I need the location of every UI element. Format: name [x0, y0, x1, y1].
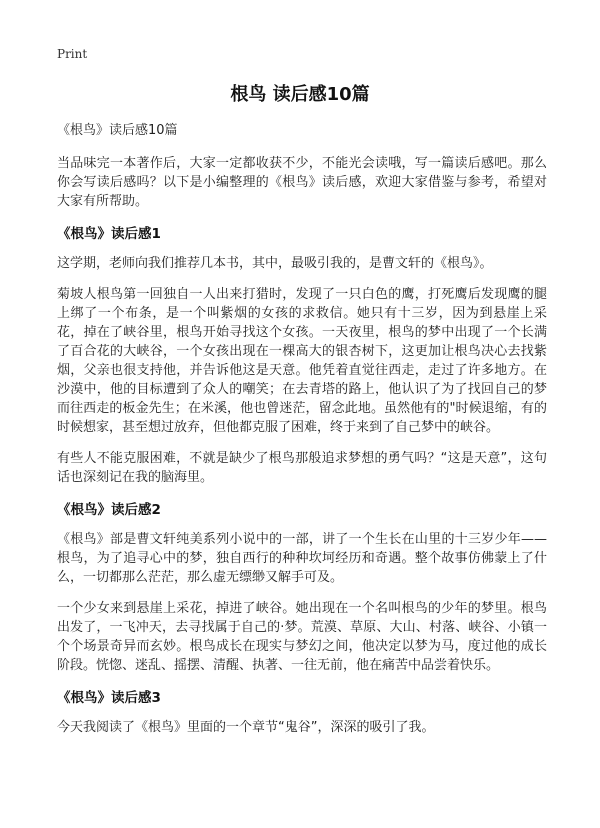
section-1-paragraph-1: 这学期，老师向我们推荐几本书，其中，最吸引我的，是曹文轩的《根鸟》。 — [57, 256, 493, 271]
document-body — [57, 120, 547, 749]
section-1-paragraph-2: 菊坡人根鸟第一回独自一人出来打猎时，发现了一只白色的鹰，打死鹰后发现鹰的腿上绑了一个布条，是一个叫紫烟的女孩的求救信。她只有十三岁，因为到悬崖上采花，掉在了峡谷里，根鸟开始寻找这个女孩。一天夜里，根鸟的梦中出现了一个长满了百合花的大峡谷，一个女孩出现在一棵高大的银杏树下，这更加让根鸟决心去找紫烟，父亲也很支持他，并告诉他这是天意。他凭着直觉往西走，走过了许多地方。在沙漠中，他的目标遭到了众人的嘲笑；在去青塔的路上，他认识了为了找回自己的梦而往西走的板金先生；在米溪，他也曾迷茫，留念此地。虽然他有的"时候退缩，有的时候想家，甚至想过放弃，但他都克服了困难，终于来到了自己梦中的峡谷。 — [57, 287, 547, 435]
document-title: 根鸟 读后感10篇 — [230, 84, 370, 105]
section-heading-3: 《根鸟》读后感3 — [57, 690, 161, 706]
section-1-paragraph-3: 有些人不能克服困难，不就是缺少了根鸟那般追求梦想的勇气吗？“这是天意”，这句话也深刻记在我的脑海里。 — [57, 451, 547, 485]
print-link[interactable]: Print — [57, 47, 88, 61]
section-3-paragraph-1: 今天我阅读了《根鸟》里面的一个章节“鬼谷”，深深的吸引了我。 — [57, 720, 435, 735]
section-heading-2: 《根鸟》读后感2 — [57, 502, 161, 518]
section-heading-1: 《根鸟》读后感1 — [57, 226, 161, 242]
section-2-paragraph-2: 一个少女来到悬崖上采花，掉进了峡谷。她出现在一个名叫根鸟的少年的梦里。根鸟出发了，一飞冲天，去寻找属于自己的·梦。荒漠、草原、大山、村落、峡谷、小镇一个个场景奇异而玄妙。根鸟成长在现实与梦幻之间，他决定以梦为马，度过他的成长阶段。恍惚、迷乱、摇摆、清醒、执著、一往无前，他在痛苦中品尝着快乐。 — [57, 601, 547, 673]
section-2-paragraph-1: 《根鸟》部是曹文轩纯美系列小说中的一部，讲了一个生长在山里的十三岁少年——根鸟，为了追寻心中的梦，独自西行的种种坎坷经历和奇遇。整个故事仿佛蒙上了什么，一切都那么茫茫，那么虚无缥缈又解手可及。 — [57, 532, 547, 585]
intro-paragraph: 当品味完一本著作后，大家一定都收获不少，不能光会读哦，写一篇读后感吧。那么你会写读后感吗？以下是小编整理的《根鸟》读后感，欢迎大家借鉴与参考，希望对大家有所帮助。 — [57, 156, 547, 209]
document-subtitle: 《根鸟》读后感10篇 — [57, 123, 178, 138]
